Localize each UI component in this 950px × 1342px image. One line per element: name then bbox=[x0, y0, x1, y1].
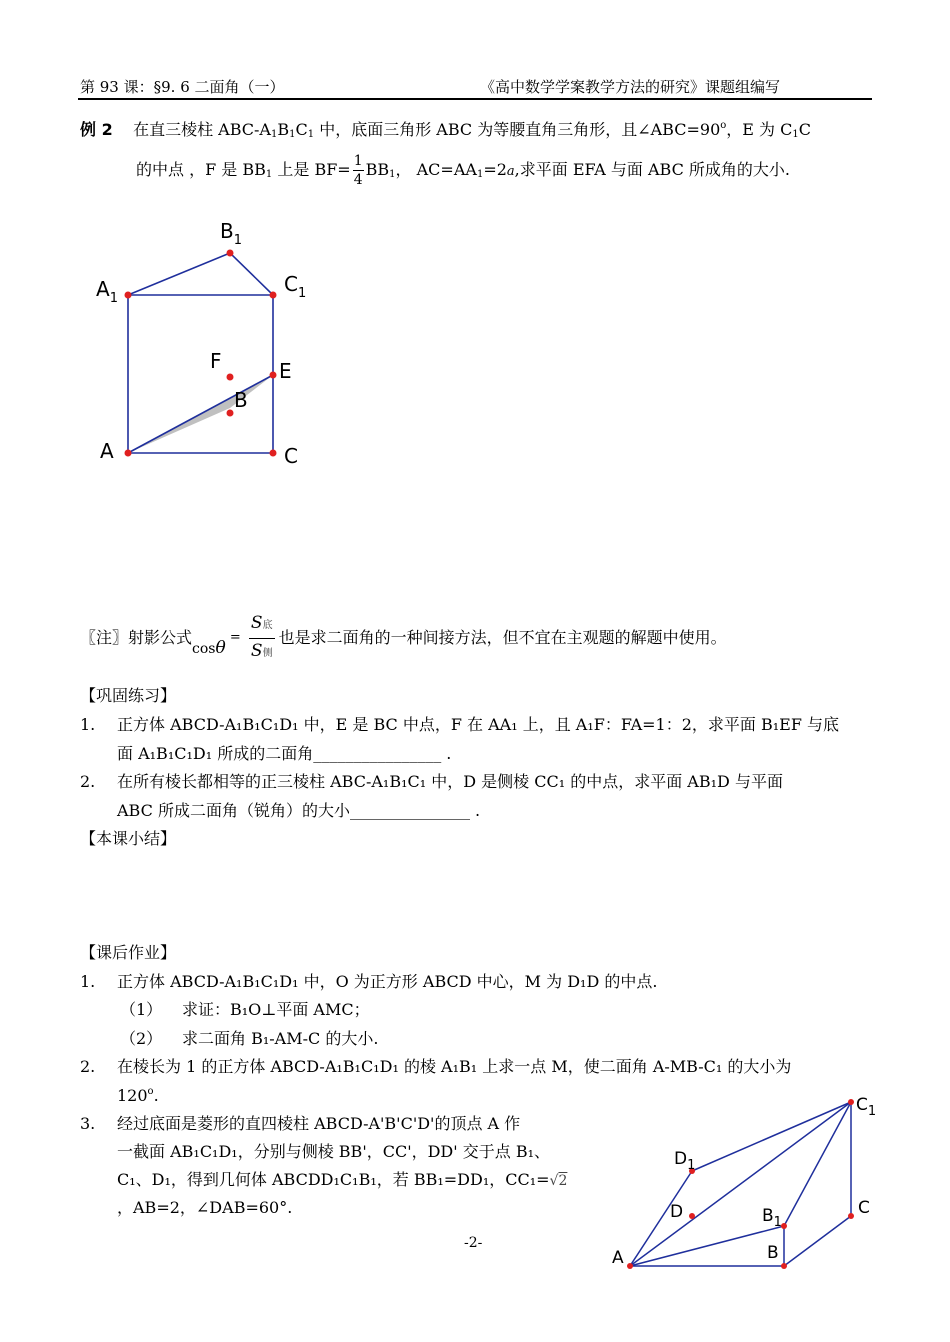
example2-text-2a: 的中点 ，F 是 BB bbox=[136, 160, 266, 179]
header-book-title: 《高中数学学案教学方法的研究》课题组编写 bbox=[480, 78, 781, 96]
label-d1: $D_1$ bbox=[674, 1149, 696, 1173]
practice-q2-line2: ABC 所成二面角（锐角）的大小_______________ . bbox=[117, 801, 481, 820]
point-b bbox=[227, 410, 234, 417]
point-b bbox=[781, 1263, 787, 1269]
page-number: -2- bbox=[464, 1235, 483, 1251]
example2-text-1e: ，E 为 C bbox=[726, 120, 793, 139]
point-f bbox=[227, 374, 234, 381]
label-c: C bbox=[858, 1198, 870, 1218]
label-a: A bbox=[612, 1248, 624, 1268]
example2-text-2d: ， AC=AA bbox=[395, 160, 477, 179]
label-a1: $A_1$ bbox=[96, 277, 118, 306]
fraction-denominator: 4 bbox=[353, 172, 363, 188]
header-lesson-title: 第 93 课：§9. 6 二面角（一） bbox=[80, 78, 285, 96]
homework-q3-line1: 经过底面是菱形的直四棱柱 ABCD-A'B'C'D'的顶点 A 作 bbox=[117, 1114, 521, 1133]
example2-text-2e: =2 bbox=[483, 160, 507, 179]
homework-q3-line3 bbox=[117, 1168, 567, 1193]
sub-1: 1 bbox=[307, 129, 315, 140]
sub-1: 1 bbox=[270, 129, 278, 140]
point-b1 bbox=[227, 250, 234, 257]
sub-1: 1 bbox=[476, 169, 484, 180]
header-rule bbox=[78, 98, 872, 100]
homework-q1-part1: 求证：B₁O⊥平面 AMC； bbox=[182, 1000, 370, 1019]
practice-q1-line2: 面 A₁B₁C₁D₁ 所成的二面角________________ . bbox=[117, 744, 452, 763]
edge-c1-b1 bbox=[784, 1102, 851, 1226]
note-prefix: 〖注〗射影公式 bbox=[80, 628, 193, 647]
fraction-numerator: 1 bbox=[353, 153, 363, 169]
point-a bbox=[627, 1263, 633, 1269]
example2-text-2f: ,求平面 EFA 与面 ABC 所成角的大小. bbox=[514, 160, 790, 179]
sub-1: 1 bbox=[792, 129, 799, 140]
homework-q1-number: 1. bbox=[80, 972, 96, 991]
degree-sup: o bbox=[720, 120, 727, 131]
note-fraction bbox=[249, 611, 275, 666]
homework-q3-line2: 一截面 AB₁C₁D₁，分别与侧棱 BB'，CC'，DD' 交于点 B₁、 bbox=[117, 1142, 550, 1161]
homework-q3-line4: ，AB=2，∠DAB=60°. bbox=[117, 1198, 293, 1217]
practice-q2-line1: 在所有棱长都相等的正三棱柱 ABC-A₁B₁C₁ 中，D 是侧棱 CC₁ 的中点，求平面 AB₁D 与平面 bbox=[117, 772, 783, 791]
label-a: A bbox=[100, 439, 114, 463]
example2-text-1c: C bbox=[295, 120, 308, 139]
point-c1 bbox=[270, 292, 277, 299]
label-d: D bbox=[670, 1202, 684, 1222]
sub-1: 1 bbox=[289, 129, 296, 140]
figure-cut-prism bbox=[600, 1090, 880, 1275]
fraction-one-quarter bbox=[353, 152, 364, 189]
label-b: B bbox=[234, 388, 248, 412]
figure-prism bbox=[90, 215, 330, 470]
label-b1: $B_1$ bbox=[762, 1206, 782, 1230]
example2-text-1a: 在直三棱柱 ABC-A bbox=[133, 120, 271, 139]
note-suffix: 也是求二面角的一种间接方法，但不宜在主观题的解题中使用。 bbox=[278, 628, 727, 647]
sqrt-two: 2 bbox=[558, 1173, 568, 1189]
label-c1: $C_1$ bbox=[856, 1095, 877, 1119]
edge-a-e bbox=[128, 375, 273, 453]
practice-q1-number: 1. bbox=[80, 715, 96, 734]
point-c1 bbox=[848, 1099, 854, 1105]
edge-a-b1 bbox=[630, 1226, 784, 1266]
homework-q2-line1: 在棱长为 1 的正方体 ABCD-A₁B₁C₁D₁ 的棱 A₁B₁ 上求一点 M，使二面角 A-MB-C₁ 的大小为 bbox=[117, 1057, 792, 1076]
example2-text-1d: 中，底面三角形 ABC 为等腰直角三角形，且∠ABC=90 bbox=[314, 120, 721, 139]
note-cos: cos bbox=[192, 641, 216, 657]
label-b1: $B_1$ bbox=[220, 219, 243, 248]
example2-line1 bbox=[80, 118, 811, 142]
example2-text-1f: C bbox=[798, 120, 812, 139]
sub-1: 1 bbox=[265, 169, 273, 180]
example2-text-2c: BB bbox=[365, 160, 390, 179]
point-a1 bbox=[125, 292, 132, 299]
practice-title: 【巩固练习】 bbox=[80, 686, 177, 705]
label-e: E bbox=[279, 359, 292, 383]
example2-line2 bbox=[136, 150, 790, 192]
edge-b-c bbox=[784, 1216, 851, 1266]
summary-title: 【本课小结】 bbox=[80, 829, 177, 848]
note-fraction-num: S底 bbox=[249, 611, 275, 639]
homework-q3-number: 3. bbox=[80, 1114, 96, 1133]
example2-text-2b: 上是 BF= bbox=[272, 160, 351, 179]
example2-text-1b: B bbox=[277, 120, 290, 139]
homework-q3-line3-text: C₁、D₁，得到几何体 ABCDD₁C₁B₁，若 BB₁=DD₁，CC₁= bbox=[117, 1170, 550, 1189]
edge-b1-c1 bbox=[230, 253, 273, 295]
edge-a1-b1 bbox=[128, 253, 230, 295]
homework-q2-end: . bbox=[153, 1086, 159, 1105]
homework-q2-line2 bbox=[117, 1084, 159, 1108]
practice-q2-number: 2. bbox=[80, 772, 96, 791]
homework-title: 【课后作业】 bbox=[80, 943, 177, 962]
note-equals: = bbox=[225, 630, 245, 645]
note-projection-formula bbox=[80, 610, 727, 677]
sub-1: 1 bbox=[389, 169, 396, 180]
degree-sup: o bbox=[147, 1086, 154, 1097]
point-c bbox=[848, 1213, 854, 1219]
label-c1: $C_1$ bbox=[284, 272, 307, 301]
homework-q1-text: 正方体 ABCD-A₁B₁C₁D₁ 中，O 为正方形 ABCD 中心，M 为 D₁D 的中点. bbox=[117, 972, 658, 991]
label-c: C bbox=[284, 444, 298, 468]
sqrt-symbol: √ bbox=[549, 1173, 559, 1189]
example2-label: 例 2 bbox=[80, 120, 113, 139]
label-b: B bbox=[767, 1243, 779, 1263]
homework-q2-number: 2. bbox=[80, 1057, 96, 1076]
point-d bbox=[689, 1213, 695, 1219]
homework-q1-part2-number: （2） bbox=[120, 1029, 163, 1048]
label-f: F bbox=[210, 349, 222, 373]
variable-a: a bbox=[506, 164, 515, 179]
homework-q1-part1-number: （1） bbox=[120, 1000, 163, 1019]
point-e bbox=[270, 372, 277, 379]
note-theta: θ bbox=[215, 638, 226, 658]
point-a bbox=[125, 450, 132, 457]
note-fraction-den: S侧 bbox=[250, 641, 273, 661]
point-c bbox=[270, 450, 277, 457]
homework-q1-part2: 求二面角 B₁-AM-C 的大小. bbox=[182, 1029, 379, 1048]
practice-q1-line1: 正方体 ABCD-A₁B₁C₁D₁ 中，E 是 BC 中点，F 在 AA₁ 上，且 A₁F：FA=1：2，求平面 B₁EF 与底 bbox=[117, 715, 840, 734]
homework-q2-angle: 120 bbox=[117, 1086, 148, 1105]
